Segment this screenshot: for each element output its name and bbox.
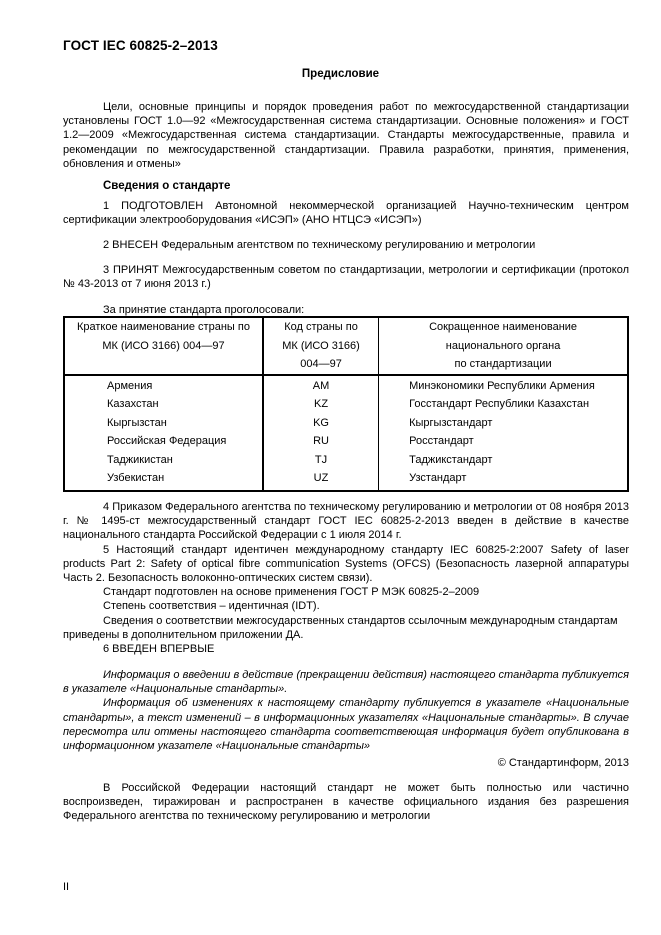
body-cell: Минэкономики Республики Армения [409, 379, 595, 392]
header-line: национального органа [445, 339, 561, 352]
item-5-degree: Степень соответствия – идентичная (IDT). [103, 600, 320, 613]
notice-1-text: Информация о введении в действие (прекращении действия) настоящего стандарта публикуется в указателе «Национальные стандарты». [63, 669, 629, 696]
body-cell: Госстандарт Республики Казахстан [409, 398, 590, 410]
item-5-refs: Сведения о соответствии межгосударственных стандартов ссылочным международным стандартам приведены в дополнительном приложении ДА. [63, 614, 618, 641]
code-cell: RU [263, 432, 379, 451]
item-4-text: 4 Приказом Федерального агентства по техническому регулированию и метрологии от 08 ноября 2013 г. № 1495-ст межгосударственный стандарт ГОСТ IEC 60825-2-2013 введен в действие в качестве национального стандарта Российской Федерации с 1 июля 2014 г. [63, 501, 629, 542]
code-cell: AM [263, 375, 379, 396]
header-standards-body [379, 317, 628, 375]
code-cell: TJ [263, 451, 379, 470]
table-row [64, 414, 628, 433]
table-row [64, 469, 628, 491]
header-line: 004—97 [300, 358, 342, 370]
item-5-basis: Стандарт подготовлен на основе применения ГОСТ Р МЭК 60825-2–2009 [103, 586, 480, 599]
code-cell: KZ [263, 395, 379, 414]
header-line: МК (ИСО 3166) 004—97 [102, 339, 225, 352]
item-2-text: 2 ВНЕСЕН Федеральным агентством по техническому регулированию и метрологии [103, 239, 536, 251]
notice-2-text: Информация об изменениях к настоящему стандарту публикуется в указателе «Национальные стандарты», а текст изменений – в информационных указателях «Национальные стандарты». В случае пересмотра или отмены настоящего стандарта соответствеющая информация будет опубликована в информационном указателе «Национальные стандарты» [63, 697, 629, 753]
page-number: II [63, 881, 70, 893]
header-line: МК (ИСО 3166) [282, 339, 360, 352]
body-cell: Кыргызстандарт [409, 416, 493, 429]
item-1-text: 1 ПОДГОТОВЛЕН Автономной некоммерческой организацией Научно-техническим центром сертификации электрооборудования «ИСЭП» (АНО НТЦСЭ «ИСЭП») [63, 200, 629, 227]
country-cell: Российская Федерация [64, 432, 263, 451]
item-5-text: 5 Настоящий стандарт идентичен международному стандарту IEC 60825-2:2007 Safety of laser products Part 2: Safety of optical fibre communication Systems (OFCS) (Безопасность лазерной аппаратуры Часть 2. Безопасность волоконно-оптических систем связи). [63, 543, 629, 585]
country-cell: Таджикистан [64, 451, 263, 470]
voting-countries-table [63, 316, 629, 492]
copyright-notice: © Стандартинформ, 2013 [497, 757, 629, 769]
section-title: Предисловие [301, 68, 380, 80]
country-cell: Кыргызстан [64, 414, 263, 433]
header-line: Сокращенное наименование [429, 321, 578, 333]
header-country-name [64, 317, 263, 375]
header-line: по стандартизации [454, 358, 552, 370]
item-1 [63, 199, 629, 227]
body-cell: Узстандарт [409, 472, 467, 484]
body-cell: Росстандарт [409, 435, 474, 447]
header-line: Краткое наименование страны по [76, 321, 250, 333]
info-heading: Сведения о стандарте [103, 180, 231, 192]
country-cell: Армения [64, 375, 263, 396]
votes-label: За принятие стандарта проголосовали: [103, 304, 305, 316]
body-cell: Таджикстандарт [409, 453, 493, 466]
code-cell: KG [263, 414, 379, 433]
table-row [64, 395, 628, 414]
item-3 [63, 263, 629, 291]
code-cell: UZ [263, 469, 379, 491]
header-line: Код страны по [284, 321, 358, 333]
item-2 [63, 238, 629, 252]
table-row [64, 375, 628, 396]
item-6-text: 6 ВВЕДЕН ВПЕРВЫЕ [103, 643, 215, 655]
item-6 [63, 642, 629, 656]
reproduction-notice-text: В Российской Федерации настоящий стандарт не может быть полностью или частично воспроизведен, тиражирован и распространен в качестве официального издания без разрешения Федерального агентства по техническому регулированию и метрологии [63, 782, 629, 823]
item-3-text: 3 ПРИНЯТ Межгосударственным советом по стандартизации, метрологии и сертификации (протокол № 43-2013 от 7 июня 2013 г.) [63, 264, 629, 291]
table-row [64, 432, 628, 451]
intro-paragraph [63, 100, 629, 171]
item-4-5-block [63, 500, 629, 642]
reproduction-notice [63, 781, 629, 824]
publication-notices [63, 668, 629, 753]
table-header-row [64, 317, 628, 375]
document-header-title: ГОСТ IEC 60825-2–2013 [63, 38, 218, 53]
country-cell: Узбекистан [64, 469, 263, 491]
intro-text: Цели, основные принципы и порядок проведения работ по межгосударственной стандартизации установлены ГОСТ 1.0—92 «Межгосударственная система стандартизации. Основные положения» и ГОСТ 1.2—2009 «Межгосударственная система стандартизации. Стандарты межгосударственные, правила и рекомендации по межгосударственной стандартизации. Правила разработки, принятия, применения, обновления и отмены» [63, 101, 629, 170]
table-row [64, 451, 628, 470]
header-country-code [263, 317, 379, 375]
country-cell: Казахстан [64, 395, 263, 414]
